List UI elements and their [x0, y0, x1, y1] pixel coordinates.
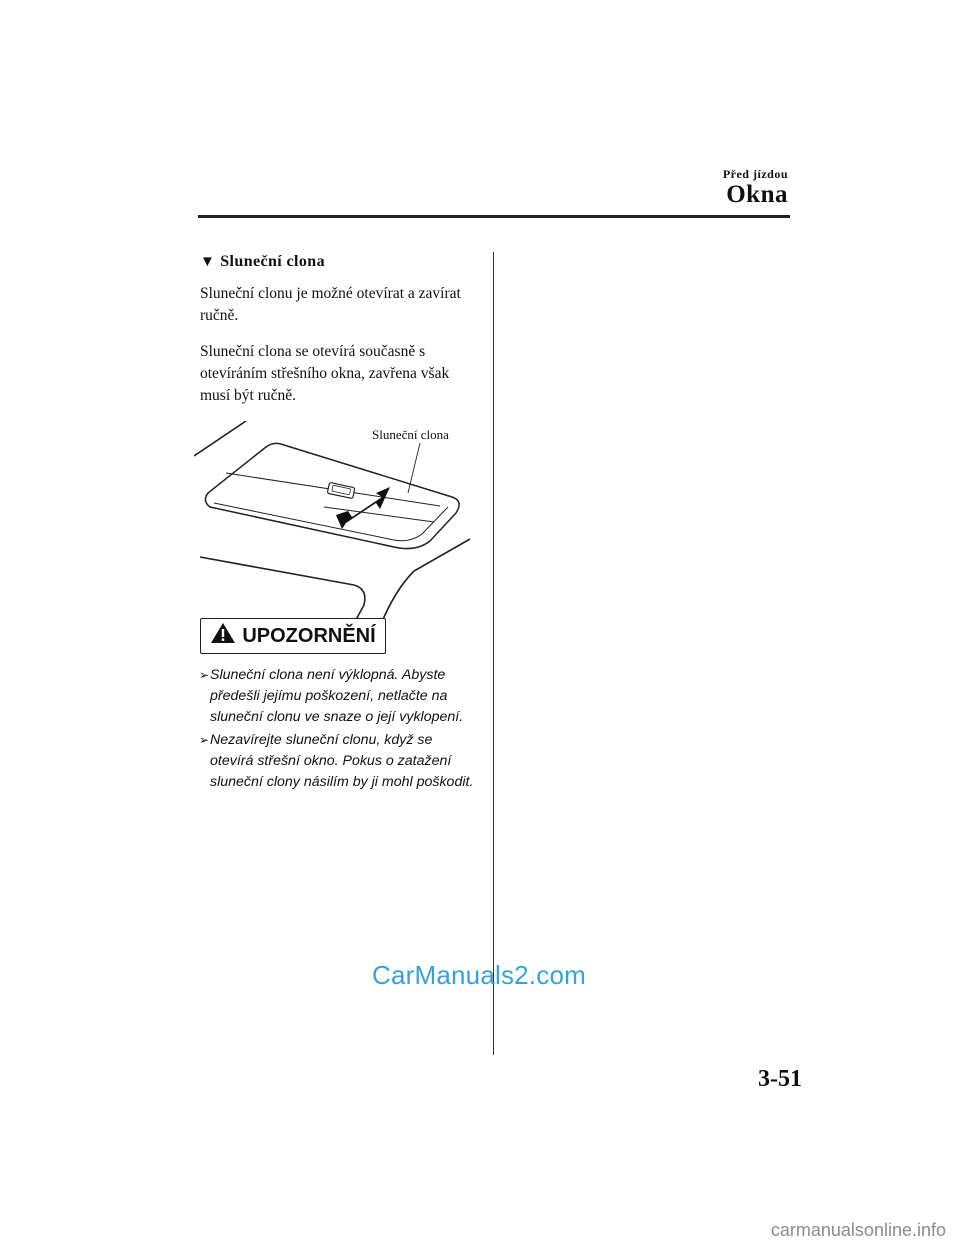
list-item	[199, 730, 479, 793]
watermark: CarManuals2.com	[372, 960, 586, 990]
page-title: Okna	[726, 181, 788, 208]
sunshade-illustration	[194, 421, 484, 641]
caution-label: UPOZORNĚNÍ	[242, 624, 376, 647]
paragraph: Sluneční clona se otevírá současně s otevíráním střešního okna, zavřena však musí být ručně.	[200, 343, 450, 404]
caution-list	[199, 665, 479, 795]
triangle-down-icon: ▼	[200, 254, 216, 270]
arrow-bullet-icon: ➢	[199, 733, 210, 747]
list-item	[199, 665, 479, 728]
footer-website: carmanualsonline.info	[770, 1220, 946, 1240]
sunroof-diagram	[194, 421, 484, 641]
figure-callout-label: Sluneční clona	[372, 427, 449, 442]
column-divider	[493, 252, 494, 1055]
paragraph: Sluneční clonu je možné otevírat a zavírat ručně.	[200, 285, 461, 324]
caution-item-text: Nezavírejte sluneční clonu, když se otevírá střešní okno. Pokus o zatažení sluneční clony násilím by ji mohl poškodit.	[210, 732, 474, 790]
caution-box	[200, 618, 386, 654]
section-header-label: Před jízdou	[722, 167, 788, 181]
caution-item-text: Sluneční clona není výklopná. Abyste předešli jejímu poškození, netlačte na sluneční clonu ve snaze o její vyklopení.	[210, 667, 464, 725]
warning-triangle-icon	[210, 622, 236, 650]
left-column	[200, 253, 470, 641]
section-heading-text: Sluneční clona	[220, 253, 325, 270]
section-heading	[200, 253, 470, 271]
header-rule	[198, 215, 790, 218]
page-number: 3-51	[758, 1066, 802, 1092]
arrow-bullet-icon: ➢	[199, 668, 210, 682]
